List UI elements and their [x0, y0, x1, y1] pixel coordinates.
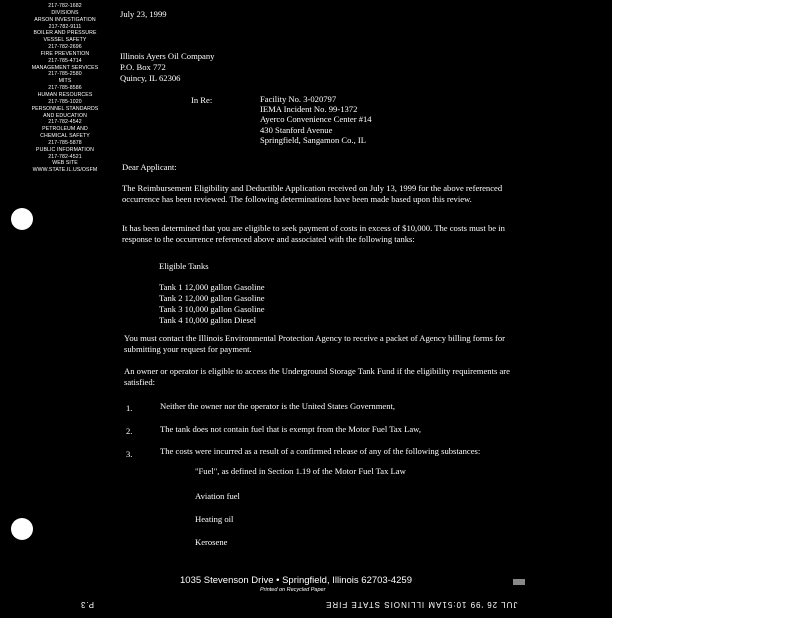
re-line: Ayerco Convenience Center #14 — [260, 114, 372, 124]
sidebar-line: WWW.STATE.IL.US/OSFM — [32, 167, 98, 174]
body-paragraph-1: The Reimbursement Eligibility and Deductible Application received on July 13, 1999 for the above referenced occurrence has been reviewed. The following determinations have been made based upon this review. — [122, 183, 503, 204]
sidebar-line: 217-785-1020 — [48, 98, 82, 105]
sidebar-line: VESSEL SAFETY — [43, 37, 87, 44]
sidebar-line: PERSONNEL STANDARDS — [31, 105, 99, 112]
sidebar-line: PUBLIC INFORMATION — [36, 146, 94, 153]
substance-line: Kerosene — [195, 537, 228, 547]
sidebar-line: 217-782-9111 — [48, 23, 82, 30]
footer-address: 1035 Stevenson Drive • Springfield, Illinois 62703-4259 — [180, 575, 412, 586]
list-item-text: The costs were incurred as a result of a confirmed release of any of the following substances: — [160, 446, 481, 456]
sidebar-line: 217-785-4714 — [48, 57, 82, 64]
substance-line: Heating oil — [195, 514, 234, 524]
sidebar-line: 217-785-8586 — [48, 85, 82, 92]
salutation: Dear Applicant: — [122, 162, 177, 172]
body-paragraph-3: You must contact the Illinois Environmental Protection Agency to receive a packet of Agency billing forms for submitting your request for payment. — [124, 333, 505, 354]
recipient-line: Illinois Ayers Oil Company — [120, 51, 215, 61]
punch-hole-bottom — [11, 518, 33, 540]
recipient-line: Quincy, IL 62306 — [120, 73, 181, 83]
agency-sidebar — [20, 3, 110, 174]
substance-line: Aviation fuel — [195, 491, 240, 501]
sidebar-line: HUMAN RESOURCES — [37, 91, 93, 98]
list-item-text: Neither the owner nor the operator is the United States Government, — [160, 401, 396, 411]
letter-date: July 23, 1999 — [120, 9, 167, 19]
tanks-heading: Eligible Tanks — [159, 261, 209, 271]
sidebar-line: 217-782-1682 — [48, 3, 82, 9]
re-line: 430 Stanford Avenue — [260, 125, 333, 135]
sidebar-line: MITS — [58, 78, 72, 85]
sidebar-line: AND EDUCATION — [43, 112, 87, 119]
tank-line: Tank 1 12,000 gallon Gasoline — [159, 282, 265, 292]
sidebar-line: 217-785-5878 — [48, 139, 82, 146]
list-number: 2. — [126, 426, 133, 436]
sidebar-line: DIVISIONS — [51, 9, 79, 16]
fax-page-number: P.3 — [80, 600, 94, 609]
fax-header: JUL 26 '99 10:51AM ILLINOIS STATE FIRE — [325, 600, 518, 609]
sidebar-line: 217-782-4521 — [48, 153, 82, 160]
re-line: IEMA Incident No. 99-1372 — [260, 104, 358, 114]
body-paragraph-2: It has been determined that you are eligible to seek payment of costs in excess of $10,000. The costs must be in response to the occurrence referenced above and associated with the following tanks: — [122, 223, 505, 244]
re-line: Springfield, Sangamon Co., IL — [260, 135, 366, 145]
sidebar-line: MANAGEMENT SERVICES — [31, 64, 99, 71]
list-item-text: The tank does not contain fuel that is exempt from the Motor Fuel Tax Law, — [160, 424, 421, 434]
scan-mark — [513, 579, 525, 585]
tank-line: Tank 2 12,000 gallon Gasoline — [159, 293, 265, 303]
tank-line: Tank 4 10,000 gallon Diesel — [159, 315, 257, 325]
re-line: Facility No. 3-020797 — [260, 94, 337, 104]
sidebar-line: 217-785-2580 — [48, 71, 82, 78]
sidebar-line: 217-782-2696 — [48, 44, 82, 51]
list-number: 1. — [126, 403, 133, 413]
substance-line: "Fuel", as defined in Section 1.19 of the Motor Fuel Tax Law — [195, 466, 406, 476]
recipient-line: P.O. Box 772 — [120, 62, 166, 72]
tank-line: Tank 3 10,000 gallon Gasoline — [159, 304, 265, 314]
sidebar-line: PETROLEUM AND — [42, 126, 88, 133]
body-paragraph-4: An owner or operator is eligible to access the Underground Storage Tank Fund if the eligibility requirements are satisfied: — [124, 366, 510, 387]
sidebar-line: ARSON INVESTIGATION — [34, 16, 96, 23]
sidebar-line: CHEMICAL SAFETY — [40, 133, 90, 140]
sidebar-line: 217-782-4542 — [48, 119, 82, 126]
sidebar-line: FIRE PREVENTION — [40, 50, 90, 57]
sidebar-line: WEB SITE — [52, 160, 78, 167]
list-number: 3. — [126, 449, 133, 459]
sidebar-line: BOILER AND PRESSURE — [33, 30, 97, 37]
punch-hole-top — [11, 208, 33, 230]
re-label: In Re: — [191, 95, 213, 105]
recycled-paper-note: Printed on Recycled Paper — [260, 587, 326, 593]
